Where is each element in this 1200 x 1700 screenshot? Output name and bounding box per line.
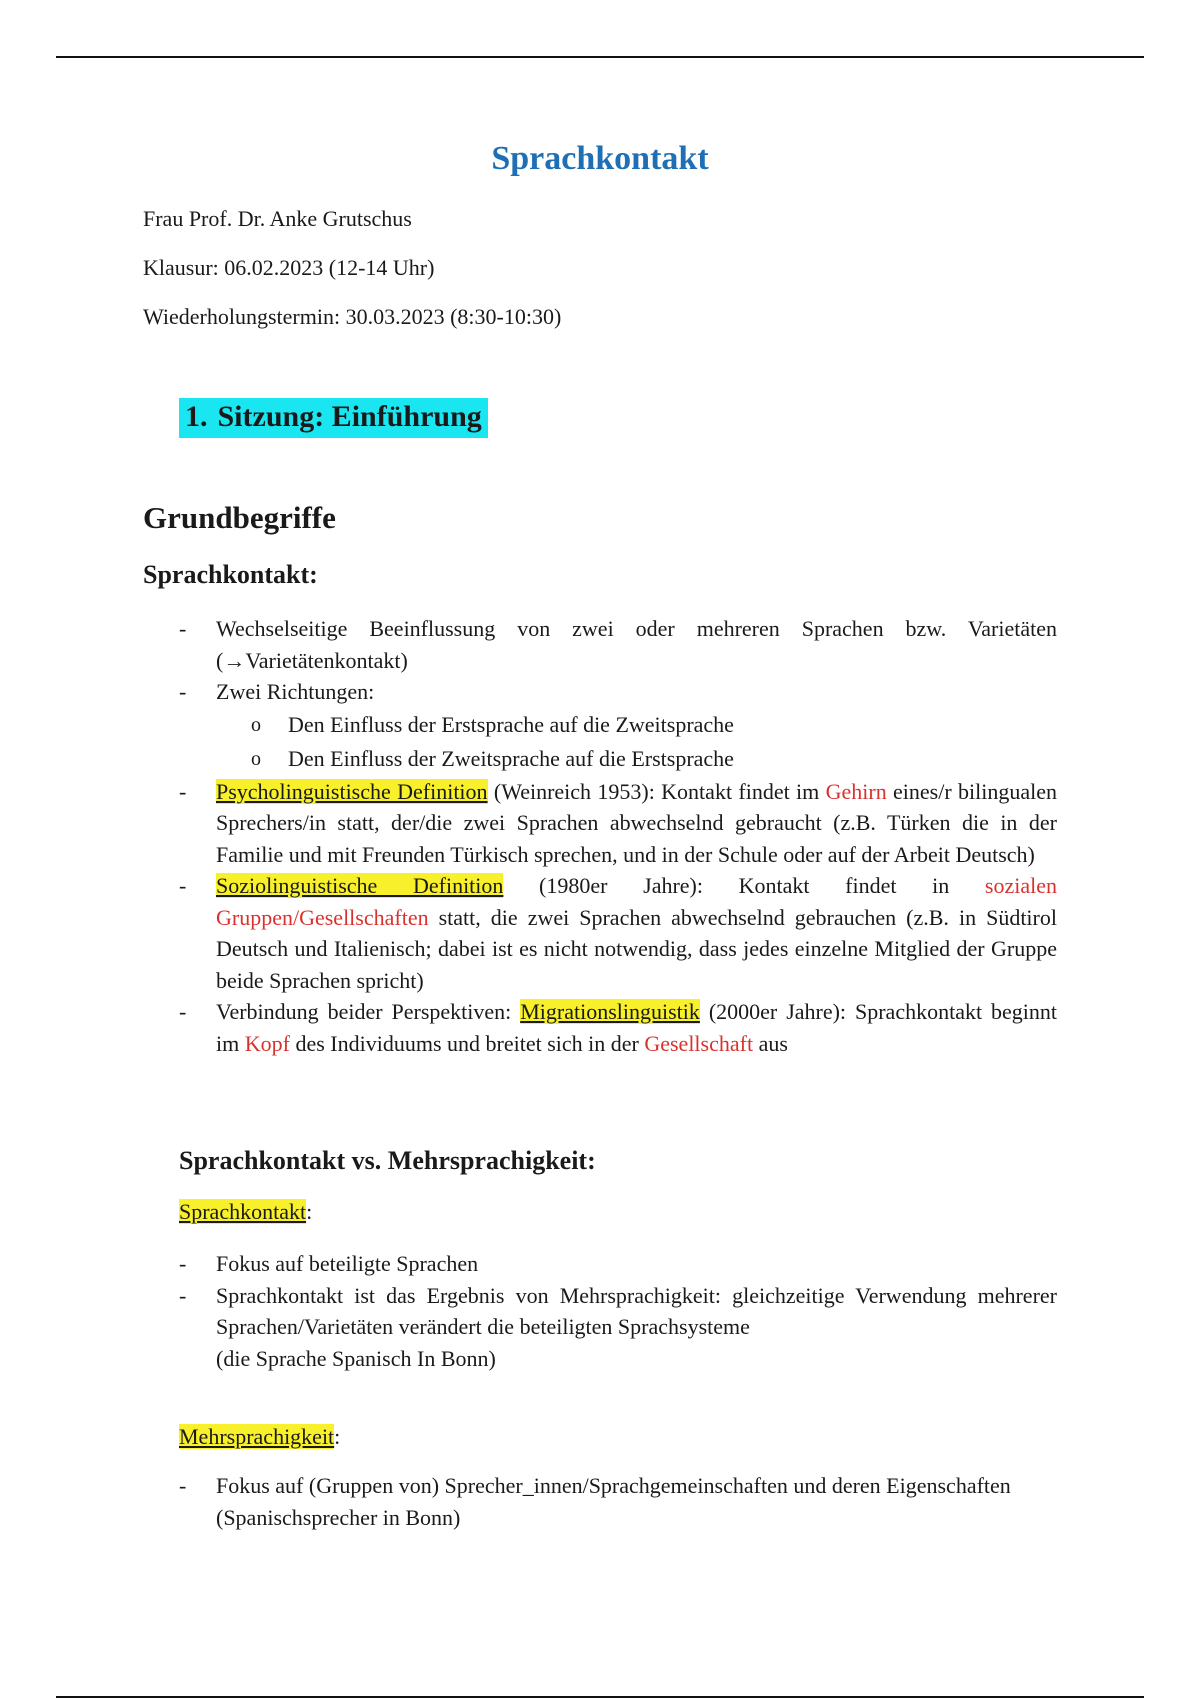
list-dash: -: [179, 1473, 187, 1498]
label-sprachkontakt: [179, 1199, 312, 1225]
list-item: [179, 676, 1057, 708]
list-item-text: (Weinreich 1953): Kontakt findet im: [487, 778, 826, 804]
footer-rule: [56, 1696, 1144, 1698]
list-dash: -: [179, 778, 187, 804]
sub-list-item: [179, 742, 1057, 776]
list-item-text: (2000er Jahre): Sprachkontakt beginnt im: [216, 999, 1058, 1056]
list-item: [179, 613, 1057, 676]
list-item-text: Wechselseitige Beeinflussung von zwei oder mehreren Sprachen bzw. Varietäten (→Varietätenkontakt): [216, 616, 1057, 673]
list-item-text: aus: [753, 1030, 788, 1056]
mehrsprachigkeit-list: [179, 1470, 1057, 1533]
list-item: [179, 776, 1057, 871]
circle-bullet-icon: o: [251, 747, 261, 770]
list-item-text: des Individuums und breitet sich in der: [289, 1030, 645, 1056]
sub-list-item: [179, 708, 1057, 742]
circle-bullet-icon: o: [251, 713, 261, 736]
list-item: [179, 1470, 1057, 1533]
subheading-sprachkontakt: Sprachkontakt:: [143, 560, 318, 589]
list-item-text: statt, die zwei Sprachen abwechselnd gebrauchen (z.B. in Südtirol Deutsch und Italienisch; dabei ist es nicht notwendig, dass jedes einzelne Mitglied der Gruppe beide Sprachen spricht): [216, 904, 1057, 993]
highlighted-term: Migrationslinguistik: [520, 999, 700, 1024]
list-item-text: Fokus auf (Gruppen von) Sprecher_innen/Sprachgemeinschaften und deren Eigenschaften: [216, 1473, 1011, 1498]
list-dash: -: [179, 873, 187, 898]
session-title: Sitzung: Einführung: [217, 400, 482, 433]
highlighted-term: Sprachkontakt: [179, 1199, 307, 1224]
exam-date-line: Klausur: 06.02.2023 (12-14 Uhr): [143, 255, 435, 280]
sub-list-item-text: Den Einfluss der Erstsprache auf die Zweitsprache: [288, 711, 734, 737]
label-colon: :: [306, 1199, 313, 1224]
highlighted-term: Mehrsprachigkeit: [179, 1424, 335, 1449]
subheading-comparison: Sprachkontakt vs. Mehrsprachigkeit:: [179, 1146, 596, 1175]
list-item-text: Sprachkontakt ist das Ergebnis von Mehrsprachigkeit: gleichzeitige Verwendung mehrerer Sprachen/Varietäten verändert die beteiligten Sprachsysteme: [216, 1282, 1057, 1339]
list-item: [179, 1248, 1057, 1280]
grundbegriffe-list: [179, 613, 1057, 1059]
list-item-text: (1980er Jahre): Kontakt findet in: [503, 873, 985, 898]
sprachkontakt-list: [179, 1248, 1057, 1374]
list-item: [179, 1280, 1057, 1375]
list-dash: -: [179, 999, 187, 1024]
session-heading: [179, 398, 488, 438]
red-keyword: sozialen Gruppen/Gesellschaften: [216, 873, 1057, 930]
example-text: (Spanischsprecher in Bonn): [216, 1504, 461, 1530]
session-number: 1.: [185, 400, 208, 433]
red-keyword: Gehirn: [825, 778, 887, 804]
header-rule: [56, 56, 1144, 58]
highlighted-term: Psycholinguistische Definition: [216, 778, 488, 804]
list-item-text: eines/r bilingualen Sprechers/in statt, der/die zwei Sprachen abwechselnd gebraucht (z.B. Türken die in der Familie und mit Freunden Türkisch sprechen, und in der Schule oder auf der Arbeit Deutsch): [216, 778, 1058, 867]
list-dash: -: [179, 1251, 187, 1276]
lecturer-line: Frau Prof. Dr. Anke Grutschus: [143, 206, 412, 231]
red-keyword: Gesellschaft: [644, 1030, 754, 1056]
list-item-text: Zwei Richtungen:: [216, 679, 375, 704]
list-item-text: Fokus auf beteiligte Sprachen: [216, 1251, 479, 1276]
list-dash: -: [179, 679, 187, 704]
highlighted-term: Soziolinguistische Definition: [216, 873, 504, 898]
label-mehrsprachigkeit: [179, 1424, 340, 1450]
sub-list-item-text: Den Einfluss der Zweitsprache auf die Erstsprache: [288, 745, 734, 771]
list-dash: -: [179, 616, 187, 641]
label-colon: :: [334, 1424, 341, 1449]
list-dash: -: [179, 1282, 187, 1308]
red-keyword: Kopf: [244, 1030, 290, 1056]
section-heading-grundbegriffe: Grundbegriffe: [143, 500, 336, 535]
list-item-text: Verbindung beider Perspektiven:: [216, 999, 521, 1024]
retake-date-line: Wiederholungstermin: 30.03.2023 (8:30-10:30): [143, 304, 562, 329]
example-text: (die Sprache Spanisch In Bonn): [216, 1345, 496, 1371]
list-item: [179, 996, 1057, 1059]
list-item: [179, 870, 1057, 996]
document-title: Sprachkontakt: [491, 140, 709, 177]
